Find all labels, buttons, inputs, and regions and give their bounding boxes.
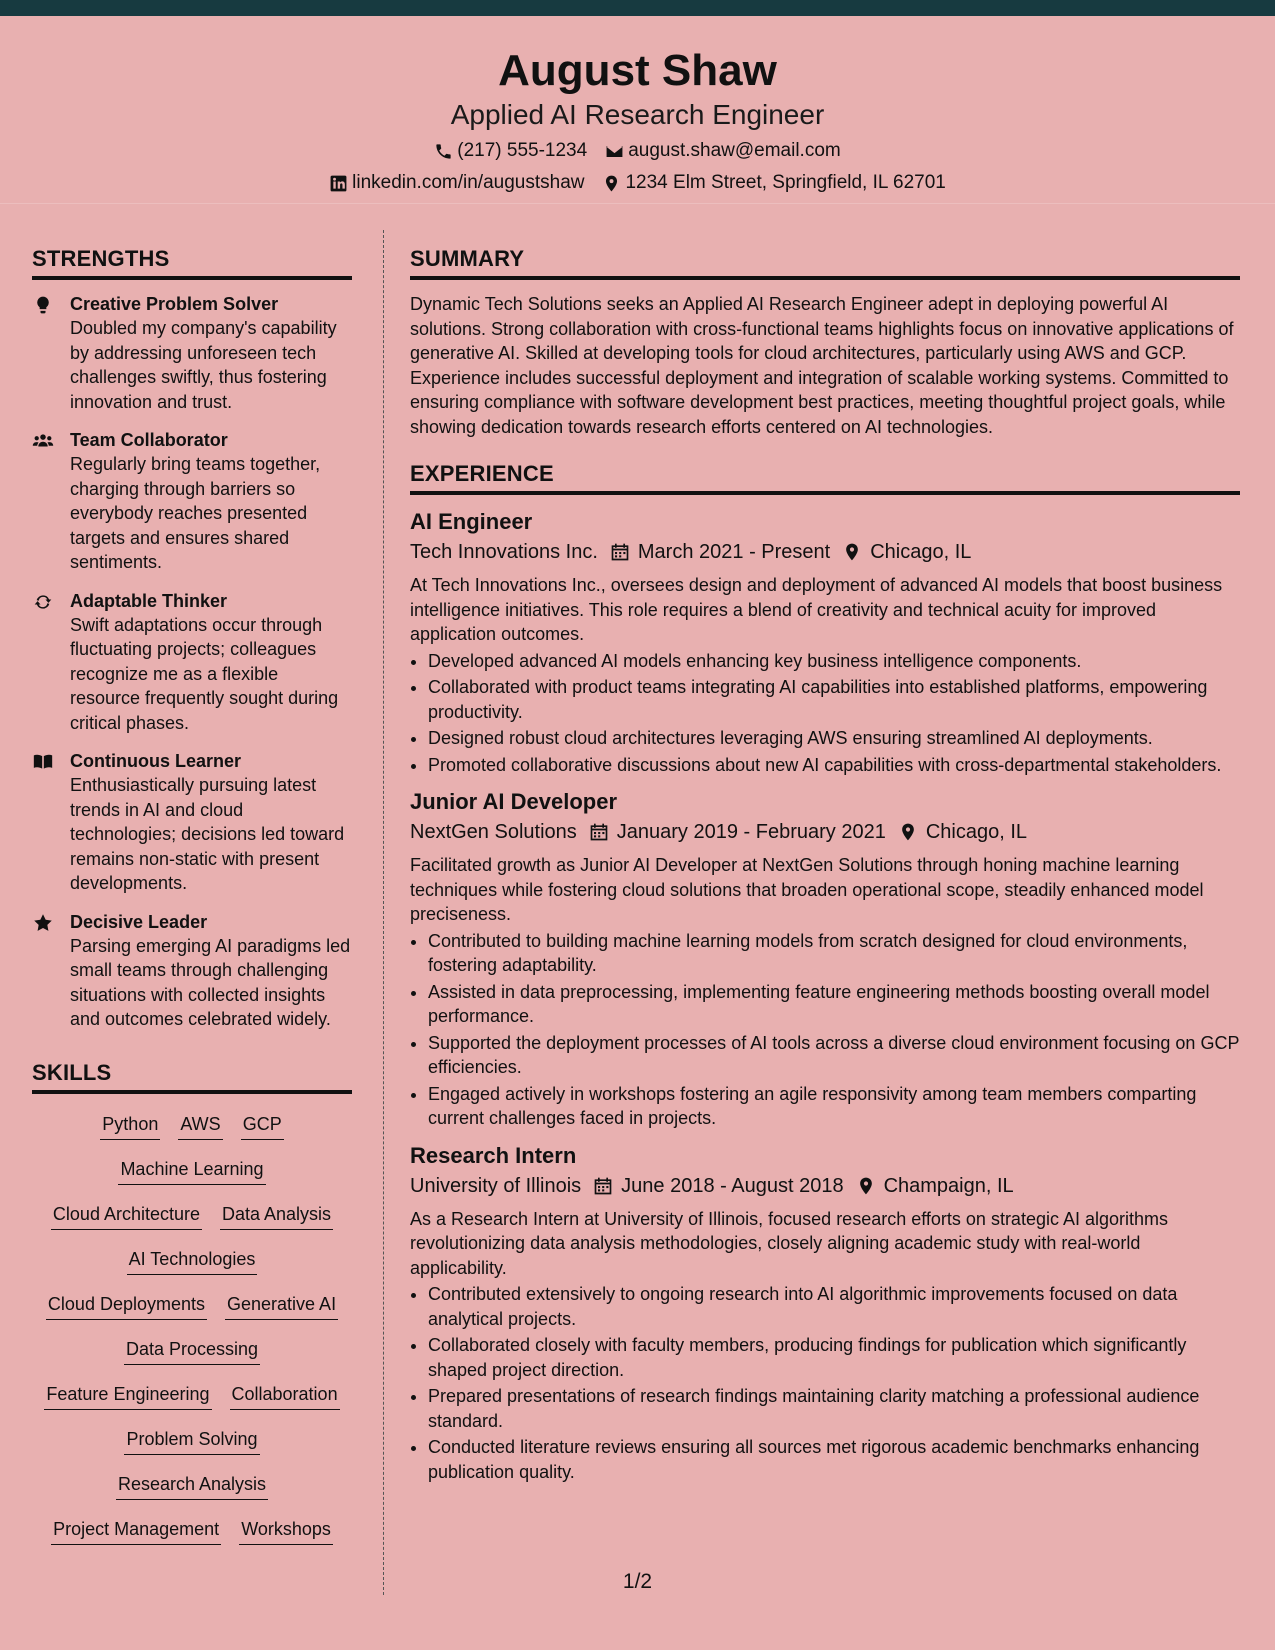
strength-desc: Swift adaptations occur through fluctuating projects; colleagues recognize me as a flexible resource frequently sought during critical phases. (70, 614, 339, 733)
strength-item (32, 910, 352, 1032)
strength-desc: Parsing emerging AI paradigms led small teams through challenging situations with collected insights and outcomes celebrated widely. (70, 935, 351, 1029)
phone-text: (217) 555-1234 (457, 140, 588, 161)
skill-tag: Collaboration (230, 1382, 340, 1410)
summary-heading: SUMMARY (410, 244, 1240, 280)
address-contact (602, 170, 945, 196)
list-item: • Promoted collaborative discussions about new AI capabilities with cross-departmental stakeholders. (428, 753, 1240, 778)
skill-row (100, 1106, 283, 1151)
skill-row (46, 1286, 338, 1331)
skill-tag: Feature Engineering (44, 1382, 211, 1410)
skill-tag: AI Technologies (127, 1247, 258, 1275)
job-entry (410, 787, 1240, 1131)
skill-tag: AWS (178, 1112, 222, 1140)
list-item: • Conducted literature reviews ensuring all sources met rigorous academic benchmarks enhancing publication quality. (428, 1435, 1240, 1484)
skill-row (44, 1376, 339, 1421)
skill-row (127, 1241, 258, 1286)
skill-tag: Workshops (239, 1517, 333, 1545)
strength-title: Team Collaborator (70, 430, 228, 450)
phone-icon (434, 142, 453, 161)
calendar-icon (589, 822, 609, 842)
skills-heading: SKILLS (32, 1058, 352, 1094)
skill-row (116, 1466, 268, 1511)
left-column (32, 244, 352, 1556)
star-icon (32, 913, 54, 933)
list-item: • Collaborated closely with faculty members, producing findings for publication which significantly shaped project direction. (428, 1333, 1240, 1382)
job-entry (410, 1141, 1240, 1485)
strength-title: Adaptable Thinker (70, 590, 228, 611)
strength-item (32, 292, 352, 414)
resume-header (0, 16, 1275, 204)
strength-item (32, 749, 352, 896)
job-dates: March 2021 - Present (637, 541, 831, 563)
linkedin-icon (329, 174, 348, 193)
skill-row (118, 1151, 265, 1196)
map-pin-icon (842, 542, 862, 562)
strength-title: Decisive Leader (70, 911, 208, 932)
job-description: As a Research Intern at University of Illinois, focused research efforts on strategic AI algorithms revolutionizing data analysis methodologies, closely aligning academic study with real-world applicability. (410, 1208, 1169, 1278)
envelope-icon (605, 142, 624, 161)
job-bullets (410, 649, 1240, 778)
strength-item (32, 428, 352, 575)
column-divider (383, 230, 384, 1595)
skill-tag: Problem Solving (124, 1427, 259, 1455)
book-icon (32, 752, 54, 772)
list-item: • Contributed extensively to ongoing research into AI algorithmic improvements focused on data analytical projects. (428, 1282, 1240, 1331)
strength-title: Continuous Learner (70, 751, 242, 771)
skill-tag: Research Analysis (116, 1472, 268, 1500)
job-dates: June 2018 - August 2018 (621, 1174, 844, 1197)
users-icon (32, 431, 54, 451)
skill-row (51, 1196, 333, 1241)
job-location: Chicago, IL (870, 541, 972, 563)
strength-desc: Doubled my company's capability by addressing unforeseen tech challenges swiftly, thus fostering innovation and trust. (70, 318, 337, 412)
skill-tag: Machine Learning (118, 1157, 265, 1185)
skills-section (32, 1058, 352, 1556)
skill-tag: Data Analysis (220, 1202, 333, 1230)
email-contact[interactable] (605, 138, 841, 164)
linkedin-text[interactable]: linkedin.com/in/augustshaw (352, 172, 585, 193)
list-item: • Supported the deployment processes of AI tools across a diverse cloud environment focusing on GCP efficiencies. (428, 1031, 1240, 1080)
top-bar (0, 0, 1275, 16)
job-meta (410, 817, 1240, 847)
skill-row (124, 1421, 259, 1466)
skill-tag: Generative AI (225, 1292, 338, 1320)
address-text: 1234 Elm Street, Springfield, IL 62701 (625, 172, 946, 193)
job-bullets (410, 1282, 1240, 1484)
job-description: Facilitated growth as Junior AI Developer at NextGen Solutions through honing machine learning techniques while fostering cloud solutions that broaden operational scope, steadily enhanced model preciseness. (410, 855, 1204, 924)
job-location: Chicago, IL (925, 821, 1027, 843)
experience-heading: EXPERIENCE (410, 459, 1240, 495)
job-description: At Tech Innovations Inc., oversees design and deployment of advanced AI models that boost business intelligence initiatives. This role requires a blend of creativity and technical acuity for improved application outcomes. (410, 575, 1223, 644)
job-bullets (410, 929, 1240, 1131)
job-title: AI Engineer (410, 509, 533, 534)
sync-icon (32, 592, 54, 612)
calendar-icon (610, 542, 630, 562)
skill-tag: Cloud Architecture (51, 1202, 202, 1230)
experience-section (410, 459, 1240, 1484)
job-title: Junior AI Developer (410, 789, 618, 814)
candidate-name: August Shaw (498, 46, 777, 95)
summary-text: Dynamic Tech Solutions seeks an Applied AI Research Engineer adept in deploying powerful AI solutions. Strong collaboration with cross-functional teams highlights focus on innovative applications of generative AI. Skilled at developing tools for cloud architectures, particularly using AWS and GCP. Experience includes successful deployment and integration of scalable working systems. Committed to ensuring compliance with software development best practices, meeting thoughtful project goals, while showing dedication towards research efforts centered on AI technologies. (410, 294, 1234, 437)
map-pin-icon (602, 174, 621, 193)
list-item: • Assisted in data preprocessing, implementing feature engineering methods boosting overall model performance. (428, 980, 1240, 1029)
job-meta (410, 537, 1240, 567)
strength-item (32, 589, 352, 736)
list-item: • Collaborated with product teams integrating AI capabilities into established platforms, empowering productivity. (428, 675, 1240, 724)
job-location: Champaign, IL (883, 1174, 1014, 1197)
calendar-icon (593, 1176, 613, 1196)
job-company: University of Illinois (410, 1174, 582, 1197)
strengths-heading: STRENGTHS (32, 244, 352, 280)
strength-desc: Regularly bring teams together, charging through barriers so everybody reaches presented targets and ensures shared sentiments. (70, 454, 321, 572)
job-company: NextGen Solutions (410, 821, 577, 843)
job-dates: January 2019 - February 2021 (616, 821, 886, 843)
job-meta (410, 1171, 1240, 1201)
contact-row-2 (0, 170, 1275, 196)
list-item: • Prepared presentations of research findings maintaining clarity matching a professional audience standard. (428, 1384, 1240, 1433)
map-pin-icon (898, 822, 918, 842)
strength-desc: Enthusiastically pursuing latest trends in AI and cloud technologies; decisions led toward remains non-static with present developments. (70, 775, 345, 893)
job-entry (410, 507, 1240, 777)
list-item: • Designed robust cloud architectures leveraging AWS ensuring streamlined AI deployments. (428, 726, 1240, 751)
skill-tag: Python (100, 1112, 160, 1140)
skill-tag: Project Management (51, 1517, 221, 1545)
skill-list (32, 1106, 352, 1556)
page-number: 1/2 (622, 1570, 653, 1593)
email-text[interactable]: august.shaw@email.com (628, 140, 841, 161)
skill-tag: GCP (241, 1112, 284, 1140)
strength-title: Creative Problem Solver (70, 294, 279, 314)
skill-tag: Data Processing (124, 1337, 260, 1365)
job-title: Research Intern (410, 1142, 577, 1168)
list-item: • Developed advanced AI models enhancing key business intelligence components. (428, 649, 1240, 674)
phone-contact (434, 138, 587, 164)
map-pin-icon (856, 1176, 876, 1196)
contact-row-1 (0, 138, 1275, 164)
skill-row (124, 1331, 260, 1376)
list-item: • Engaged actively in workshops fostering an agile responsivity among team members comparting current challenges faced in projects. (428, 1082, 1240, 1131)
candidate-title: Applied AI Research Engineer (450, 99, 825, 130)
list-item: • Contributed to building machine learning models from scratch designed for cloud environments, fostering adaptability. (428, 929, 1240, 978)
linkedin-contact[interactable] (329, 170, 584, 196)
skill-tag: Cloud Deployments (46, 1292, 207, 1320)
job-company: Tech Innovations Inc. (410, 541, 598, 563)
skill-row (51, 1511, 333, 1556)
lightbulb-icon (32, 295, 54, 315)
right-column (410, 244, 1240, 1494)
